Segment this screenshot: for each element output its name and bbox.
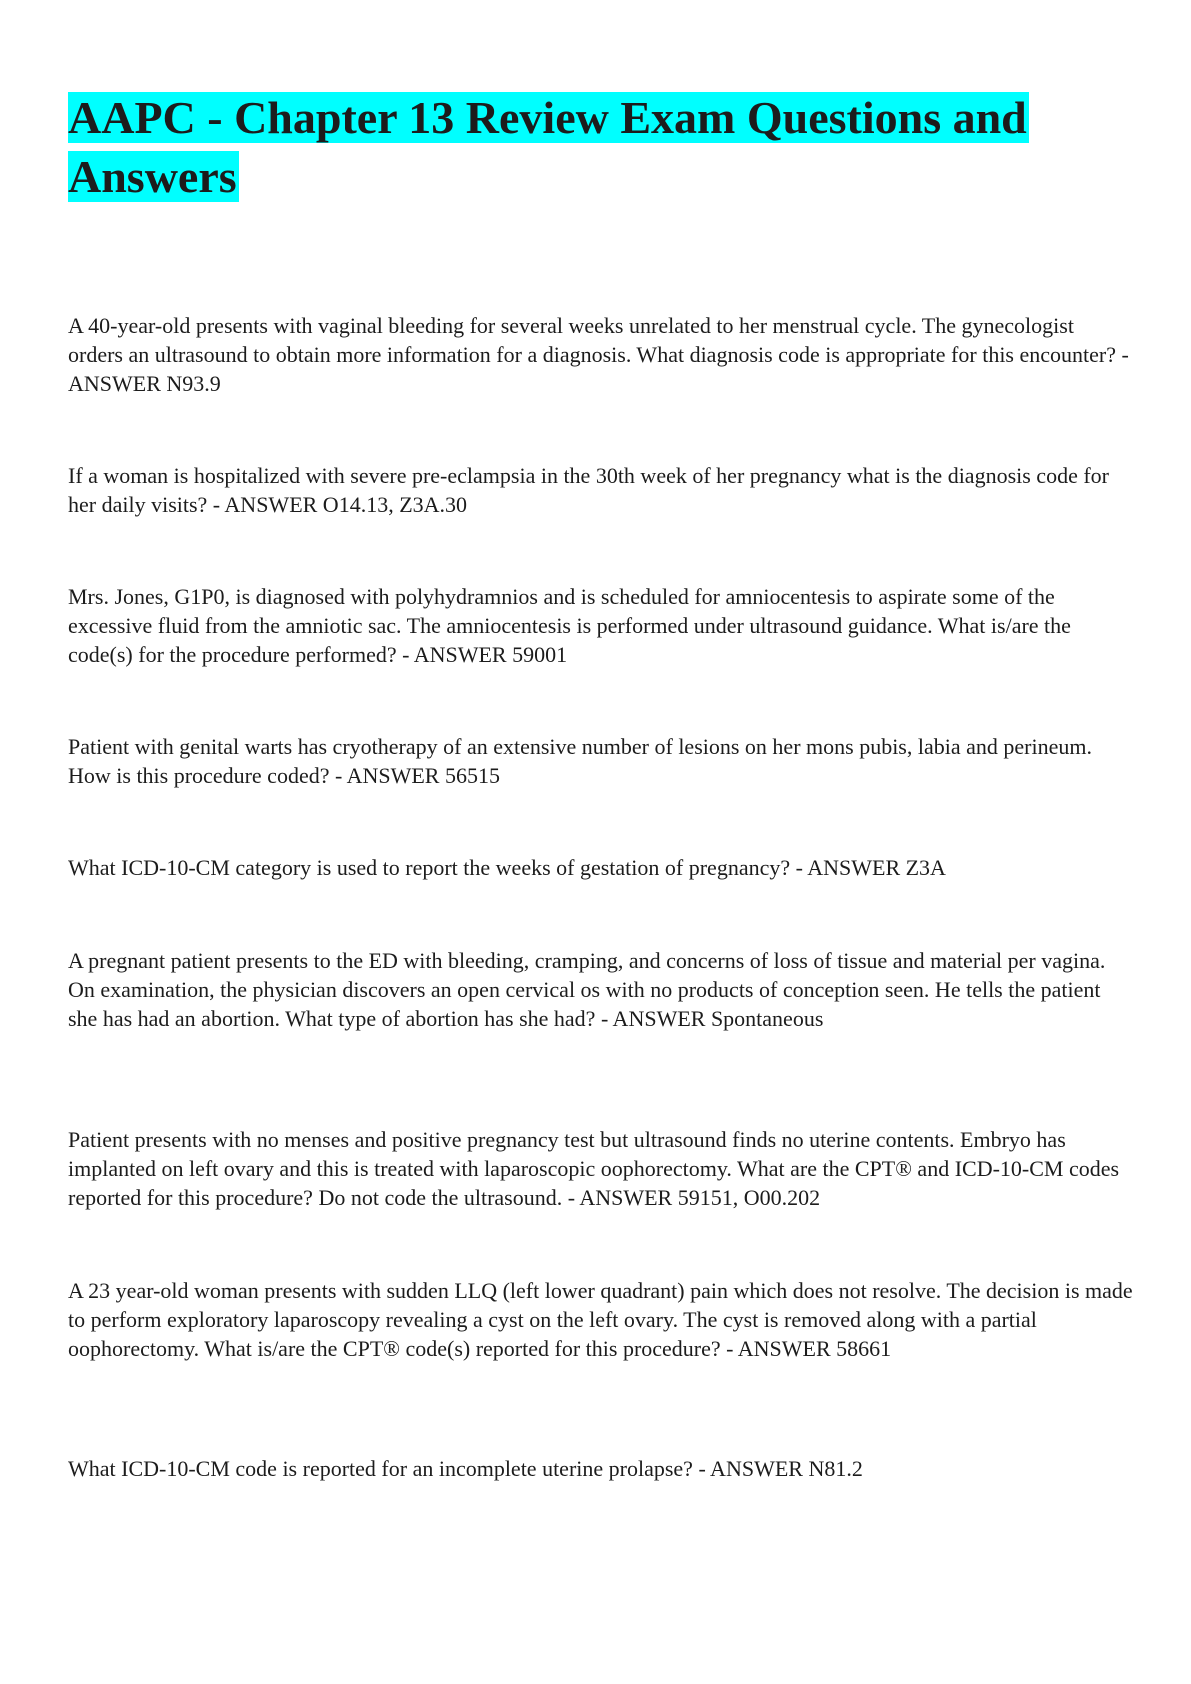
qa-item-8: A 23 year-old woman presents with sudden LLQ (left lower quadrant) pain which does not resolve. The decision is made to perform exploratory laparoscopy revealing a cyst on the left ovary. The cyst is removed along with a partial oophorectomy. What is/are the CPT® code(s) reported for this procedure? - ANSWER 58661 <box>68 1278 1133 1361</box>
qa-item-9: What ICD-10-CM code is reported for an incomplete uterine prolapse? - ANSWER N81.2 <box>68 1456 863 1481</box>
title-highlight: AAPC - Chapter 13 Review Exam Questions and Answers <box>68 92 1027 202</box>
qa-item-6: A pregnant patient presents to the ED with bleeding, cramping, and concerns of loss of tissue and material per vagina. On examination, the physician discovers an open cervical os with no products of conception seen. He tells the patient she has had an abortion. What type of abortion has she had? - ANSWER Spontaneous <box>68 948 1106 1031</box>
qa-item-7: Patient presents with no menses and positive pregnancy test but ultrasound finds no uterine contents. Embryo has implanted on left ovary and this is treated with laparoscopic oophorectomy. What are the CPT® and ICD-10-CM codes reported for this procedure? Do not code the ultrasound. - ANSWER 59151, O00.202 <box>68 1127 1120 1210</box>
qa-item-1: A 40-year-old presents with vaginal bleeding for several weeks unrelated to her menstrual cycle. The gynecologist orders an ultrasound to obtain more information for a diagnosis. What diagnosis code is appropriate for this encounter? - ANSWER N93.9 <box>68 313 1129 396</box>
qa-item-2: If a woman is hospitalized with severe pre-eclampsia in the 30th week of her pregnancy what is the diagnosis code for her daily visits? - ANSWER O14.13, Z3A.30 <box>68 463 1109 517</box>
qa-item-4: Patient with genital warts has cryotherapy of an extensive number of lesions on her mons pubis, labia and perineum. How is this procedure coded? - ANSWER 56515 <box>68 734 1092 788</box>
qa-item-5: What ICD-10-CM category is used to report the weeks of gestation of pregnancy? - ANSWER Z3A <box>68 855 946 880</box>
document-title <box>68 88 1128 206</box>
qa-item-3: Mrs. Jones, G1P0, is diagnosed with polyhydramnios and is scheduled for amniocentesis to aspirate some of the excessive fluid from the amniotic sac. The amniocentesis is performed under ultrasound guidance. What is/are the code(s) for the procedure performed? - ANSWER 59001 <box>68 584 1071 667</box>
